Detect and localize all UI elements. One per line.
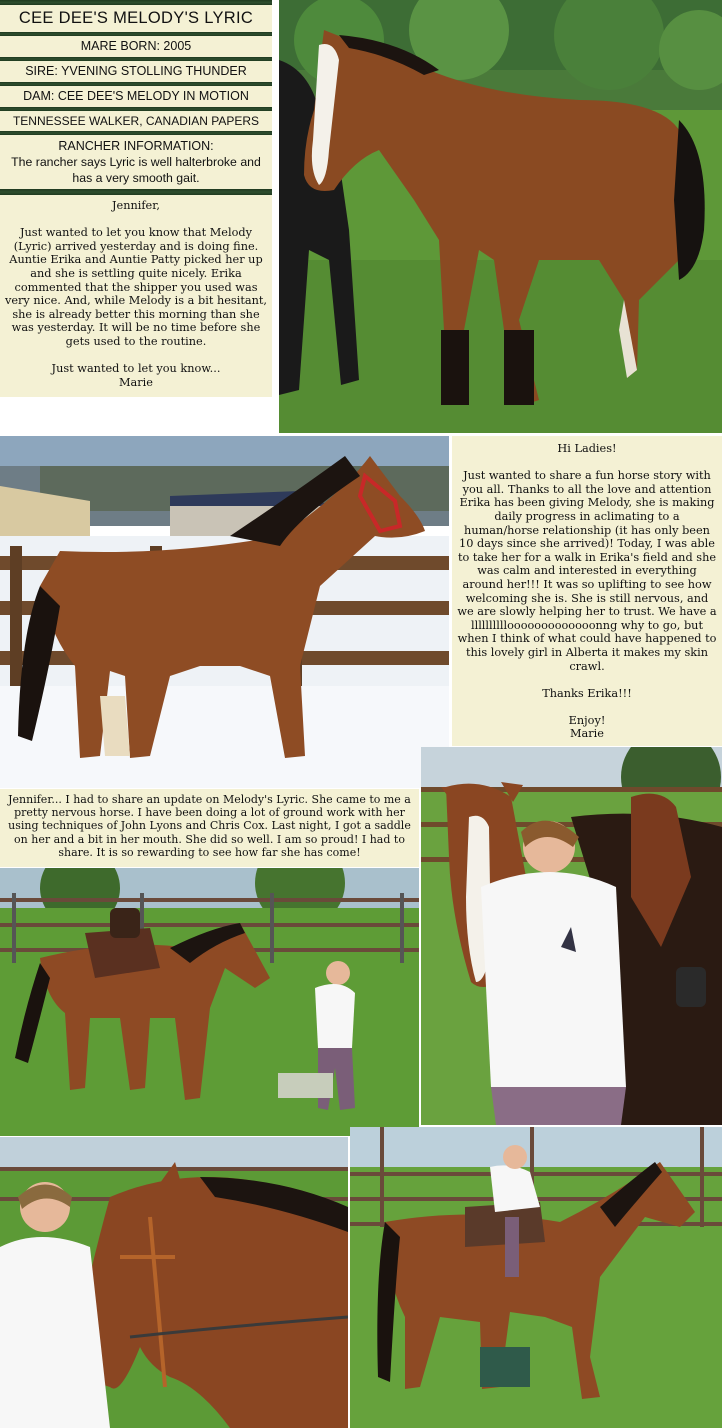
rancher-text: The rancher says Lyric is well halterbroke and has a very smooth gait.: [11, 155, 261, 185]
sire-label: SIRE: YVENING STOLLING THUNDER: [0, 61, 272, 82]
letter-second: Hi Ladies! Just wanted to share a fun horse story with you all. Thanks to all the love and attention Erika has been giving Melody, she is making daily progress in aclimating to a human/horse relationship (it has only been 10 days since she arrived)! Today, I was able to take her for a walk in Erika's field and she was calm and interested in everything around her!!! It was so uplifting to see how welcoming she is. She is still nervous, and we are slowly helping her to trust. We have a llllllllllooooooooooooonng why to go, but when I think of what could have happened to this lovely girl in Alberta it makes my skin crawl. Thanks Erika!!! Enjoy! Marie: [452, 436, 722, 746]
photo-woman-with-lyric: [421, 747, 722, 1125]
photo-lyric-bridle-closeup: [0, 1137, 348, 1428]
dam-label: DAM: CEE DEE'S MELODY IN MOTION: [0, 86, 272, 107]
photo-lyric-standing-field: [279, 0, 722, 433]
breed-label: TENNESSEE WALKER, CANADIAN PAPERS: [0, 111, 272, 131]
photo-rider-on-lyric: [350, 1127, 722, 1428]
letter-first: Jennifer, Just wanted to let you know that Melody (Lyric) arrived yesterday and is doing fine. Auntie Erika and Auntie Patty picked her up and she is settling quite nicely. Erika commented that the shipper you used was very nice. And, while Melody is a bit hesitant, she is already better this morning than she was yesterday. It will be no time before she gets used to the routine. Just wanted to let you know... Marie: [0, 195, 272, 397]
rancher-info: [0, 135, 272, 189]
rancher-heading: RANCHER INFORMATION:: [58, 139, 214, 153]
photo-lyric-snow-paddock: [0, 436, 449, 788]
page-title: CEE DEE'S MELODY'S LYRIC: [0, 5, 272, 32]
mare-born-label: MARE BORN: 2005: [0, 36, 272, 57]
photo-lyric-first-saddle: [0, 868, 419, 1136]
letter-third: Jennifer... I had to share an update on Melody's Lyric. She came to me a pretty nervous horse. I have been doing a lot of ground work with her using techniques of John Lyons and Chris Cox. Last night, I got a saddle on her and a bit in her mouth. She did so well. I am so proud! I had to share. It is so rewarding to see how far she has come!: [0, 789, 419, 867]
